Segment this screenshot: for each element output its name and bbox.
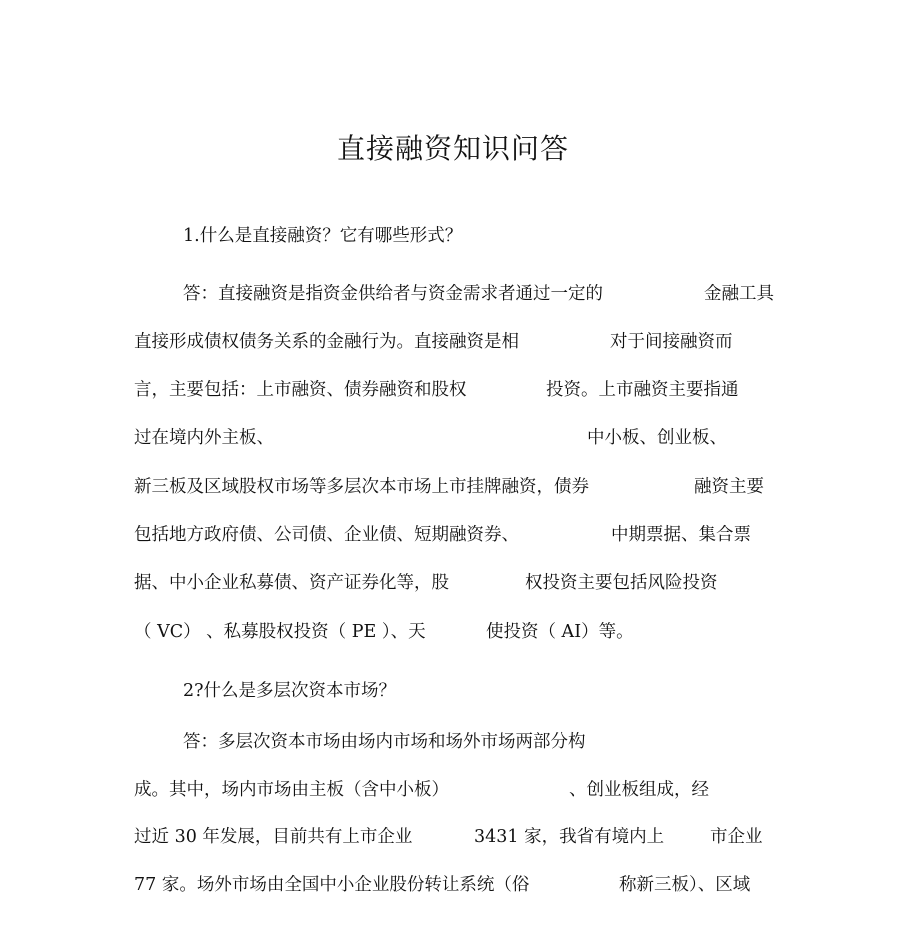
answer-1-line-7a: 据、中小企业私募债、资产证券化等，股 [134,573,449,593]
answer-2-line-4a: 77 家。场外市场由全国中小企业股份转让系统（俗 [134,875,530,895]
answer-2-line-2b: 、创业板组成，经 [569,780,709,800]
question-2: 2?什么是多层次资本市场？ [183,681,397,701]
answer-2-line-1: 答：多层次资本市场由场内市场和场外市场两部分构 [183,732,586,752]
answer-1-line-3a: 言，主要包括：上市融资、债券融资和股权 [134,380,467,400]
answer-1-line-8a: （ VC） 、私募股权投资（ PE ）、天 [134,622,426,642]
answer-1-line-1a: 答：直接融资是指资金供给者与资金需求者通过一定的 [183,284,603,304]
answer-1-line-8b: 使投资（ AI）等。 [486,622,634,642]
answer-1-line-6a: 包括地方政府债、公司债、企业债、短期融资券、 [134,525,519,545]
answer-1-line-4b: 中小板、创业板、 [587,428,727,448]
answer-1-line-3b: 投资。上市融资主要指通 [546,380,739,400]
question-1: 1.什么是直接融资？它有哪些形式？ [183,226,463,246]
answer-2-line-2a: 成。其中，场内市场由主板（含中小板） [134,780,449,800]
answer-2-line-3a: 过近 30 年发展，目前共有上市企业 [134,827,413,847]
answer-2-line-3c: 市企业 [710,827,763,847]
answer-1-line-2a: 直接形成债权债务关系的金融行为。直接融资是相 [134,332,519,352]
answer-2-line-3b: 3431 家，我省有境内上 [474,827,665,847]
answer-1-line-2b: 对于间接融资而 [610,332,733,352]
document-title: 直接融资知识问答 [336,132,569,165]
answer-2-line-4b: 称新三板）、区域 [619,875,751,895]
answer-1-line-5b: 融资主要 [694,477,764,497]
answer-1-line-5a: 新三板及区域股权市场等多层次本市场上市挂牌融资，债券 [134,477,589,497]
answer-1-line-1b: 金融工具 [704,284,774,304]
answer-1-line-6b: 中期票据、集合票 [611,525,751,545]
answer-1-line-7b: 权投资主要包括风险投资 [525,573,718,593]
answer-1-line-4a: 过在境内外主板、 [134,428,274,448]
